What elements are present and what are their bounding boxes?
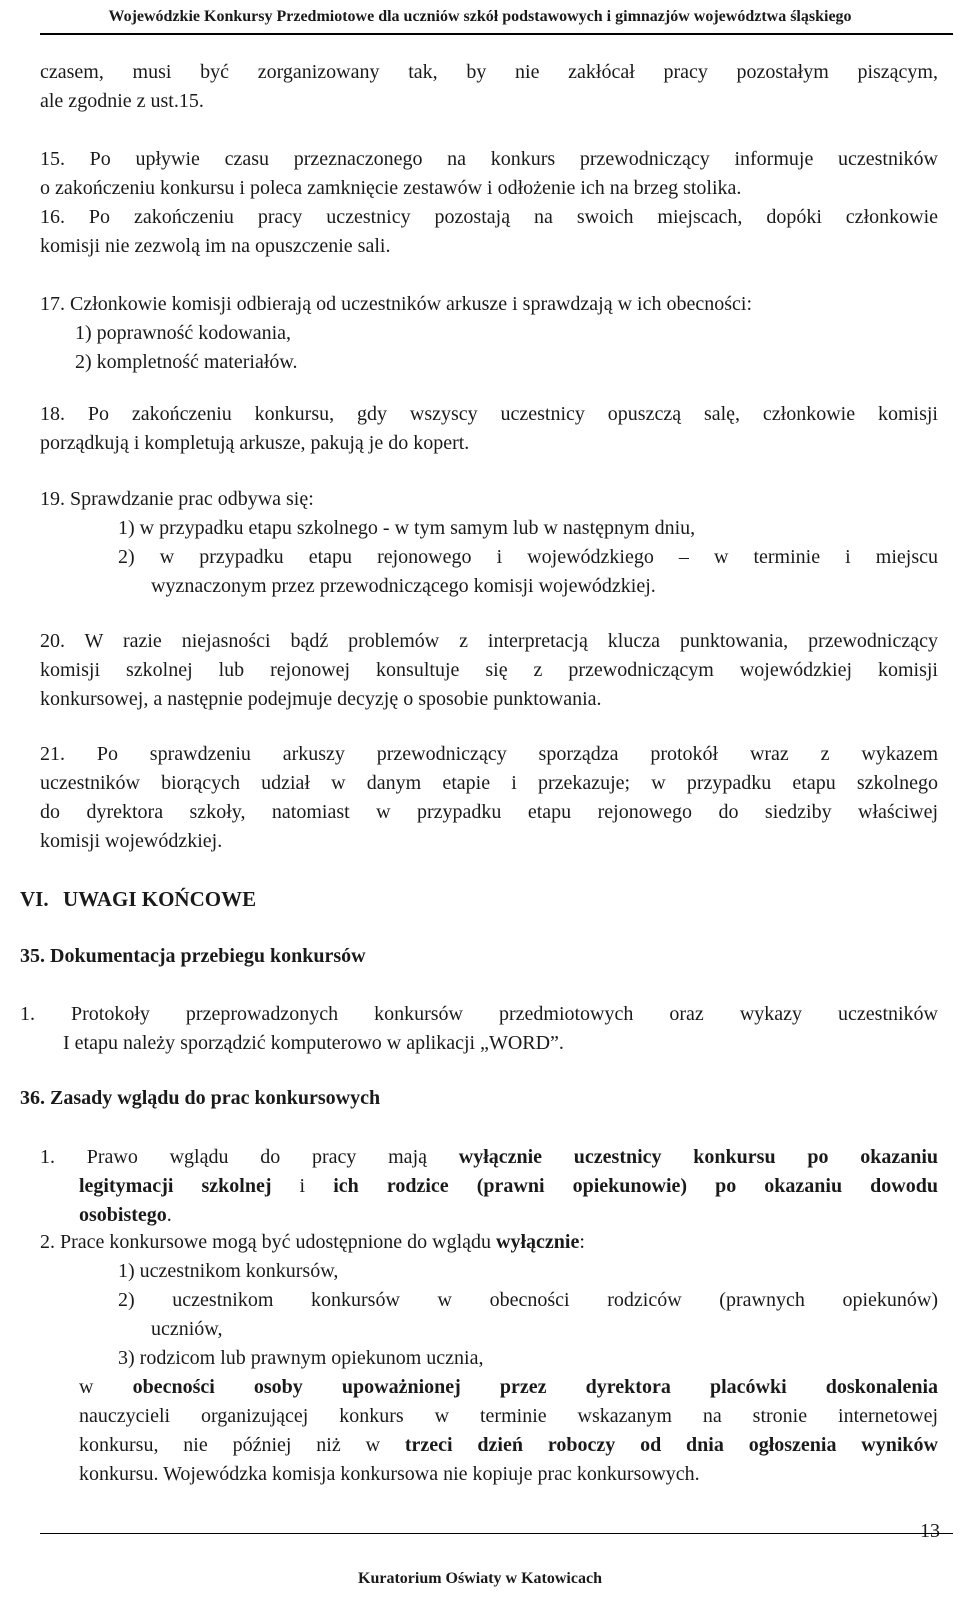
s36-item-2-sub1: 1) uczestnikom konkursów, — [118, 1260, 339, 1282]
bold-text: osobistego — [79, 1204, 167, 1226]
item-18-cont: porządkują i kompletują arkusze, pakują je do kopert. — [40, 432, 470, 454]
item-19-sub2: 2) w przypadku etapu rejonowego i wojewódzkiego – w terminie i miejscu — [118, 546, 938, 568]
page-header: Wojewódzkie Konkursy Przedmiotowe dla uczniów szkół podstawowych i gimnazjów województwa śląskiego — [108, 8, 852, 25]
s36-item-2 — [40, 1228, 585, 1257]
bold-text: obecności osoby upoważnionej przez dyrektora placówki doskonalenia — [132, 1376, 938, 1398]
text: . — [166, 1204, 172, 1226]
bold-text: wyłącznie uczestnicy konkursu po okazaniu — [458, 1146, 939, 1168]
header-rule — [40, 33, 953, 35]
item-18: 18. Po zakończeniu konkursu, gdy wszyscy uczestnicy opuszczą salę, członkowie komisji — [40, 403, 938, 425]
item-17: 17. Członkowie komisji odbierają od uczestników arkusze i sprawdzają w ich obecności: — [40, 293, 753, 315]
item-20-cont: komisji szkolnej lub rejonowej konsultuje się z przewodniczącym wojewódzkiej komisji — [40, 659, 938, 681]
s36-item-1-cont — [79, 1172, 938, 1201]
item-19-sub2-cont: wyznaczonym przez przewodniczącego komisji wojewódzkiej. — [151, 575, 656, 597]
text: i — [271, 1175, 334, 1197]
item-19: 19. Sprawdzanie prac odbywa się: — [40, 488, 314, 510]
bold-text: legitymacji szkolnej — [79, 1175, 272, 1197]
text: 2. Prace konkursowe mogą być udostępnione do wglądu — [40, 1231, 497, 1253]
s36-item-2-sub2-cont: uczniów, — [151, 1318, 223, 1340]
item-16-cont: komisji nie zezwolą im na opuszczenie sali. — [40, 235, 391, 257]
item-21-cont: do dyrektora szkoły, natomiast w przypadku etapu rejonowego do siedziby właściwej — [40, 801, 938, 823]
text: 1. Prawo wglądu do pracy mają — [40, 1146, 459, 1168]
item-15-cont: o zakończeniu konkursu i poleca zamknięcie zestawów i odłożenie ich na brzeg stolika. — [40, 177, 742, 199]
continuation-line: czasem, musi być zorganizowany tak, by nie zakłócał pracy pozostałym piszącym, — [40, 61, 938, 83]
item-21: 21. Po sprawdzeniu arkuszy przewodniczący sporządza protokół wraz z wykazem — [40, 743, 938, 765]
item-21-cont: komisji wojewódzkiej. — [40, 830, 223, 852]
page-footer: Kuratorium Oświaty w Katowicach — [358, 1570, 602, 1587]
s36-item-1 — [40, 1143, 938, 1172]
item-15: 15. Po upływie czasu przeznaczonego na konkurs przewodniczący informuje uczestników — [40, 148, 938, 170]
continuation-line: ale zgodnie z ust.15. — [40, 90, 204, 112]
section-number: VI. — [20, 887, 49, 911]
item-19-sub1: 1) w przypadku etapu szkolnego - w tym samym lub w następnym dniu, — [118, 517, 696, 539]
s35-item-1: 1. Protokoły przeprowadzonych konkursów przedmiotowych oraz wykazy uczestników — [20, 1003, 938, 1025]
heading-36: 36. Zasady wglądu do prac konkursowych — [20, 1087, 381, 1109]
text: w — [79, 1376, 133, 1398]
item-17-sub2: 2) kompletność materiałów. — [75, 351, 298, 373]
text: : — [579, 1231, 585, 1253]
item-17-sub1: 1) poprawność kodowania, — [75, 322, 292, 344]
s35-item-1-cont: I etapu należy sporządzić komputerowo w aplikacji „WORD”. — [63, 1032, 564, 1054]
s36-note — [79, 1373, 938, 1402]
page-number: 13 — [920, 1520, 940, 1542]
item-21-cont: uczestników biorących udział w danym etapie i przekazuje; w przypadku etapu szkolnego — [40, 772, 938, 794]
item-20: 20. W razie niejasności bądź problemów z interpretacją klucza punktowania, przewodniczący — [40, 630, 938, 652]
heading-35: 35. Dokumentacja przebiegu konkursów — [20, 945, 366, 967]
footer-rule — [40, 1533, 953, 1534]
s36-item-2-sub3: 3) rodzicom lub prawnym opiekunom ucznia, — [118, 1347, 484, 1369]
s36-note-cont — [79, 1431, 938, 1460]
bold-text: wyłącznie — [496, 1231, 580, 1253]
s36-note-cont: konkursu. Wojewódzka komisja konkursowa nie kopiuje prac konkursowych. — [79, 1463, 700, 1485]
section-title: UWAGI KOŃCOWE — [63, 887, 257, 911]
s36-item-1-cont — [79, 1201, 172, 1230]
item-20-cont: konkursowej, a następnie podejmuje decyzję o sposobie punktowania. — [40, 688, 602, 710]
text: konkursu, nie później niż w — [79, 1434, 405, 1456]
bold-text: trzeci dzień roboczy od dnia ogłoszenia wyników — [404, 1434, 939, 1456]
item-16: 16. Po zakończeniu pracy uczestnicy pozostają na swoich miejscach, dopóki członkowie — [40, 206, 938, 228]
bold-text: ich rodzice (prawni opiekunowie) po okazaniu dowodu — [333, 1175, 938, 1197]
s36-note-cont: nauczycieli organizującej konkurs w terminie wskazanym na stronie internetowej — [79, 1405, 938, 1427]
s36-item-2-sub2: 2) uczestnikom konkursów w obecności rodziców (prawnych opiekunów) — [118, 1289, 938, 1311]
